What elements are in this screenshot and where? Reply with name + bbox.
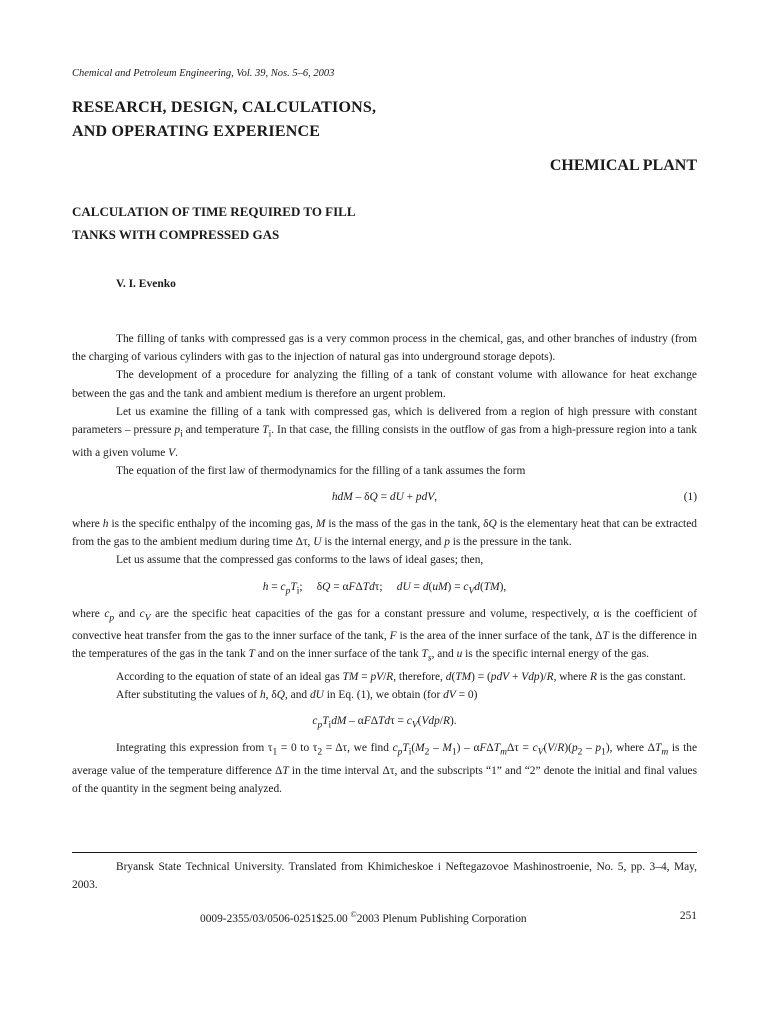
equation-2-body: $h = c_pT_i$; δQ = αFΔTdτ; dU = $d(uM) = c_Vd(TM)$, (262, 580, 507, 596)
rubric-heading: CHEMICAL PLANT (549, 157, 697, 174)
article-title-line-1: CALCULATION OF TIME REQUIRED TO FILL (72, 204, 356, 219)
paragraph-8: According to the equation of state of an ideal gas TM = pV/R, therefore, d(TM) = (pdV + Vdp)/R, where R is the gas constant. (116, 670, 686, 683)
article-body (72, 330, 697, 798)
footnote-divider (72, 852, 697, 853)
section-heading-line-2: AND OPERATING EXPERIENCE (72, 123, 321, 140)
section-heading-line-1: RESEARCH, DESIGN, CALCULATIONS, (72, 99, 377, 116)
paragraph-9: After substituting the values of h, δQ, and dU in Eq. (1), we obtain (for dV = 0) (116, 688, 478, 701)
paragraph-6: Let us assume that the compressed gas conforms to the laws of ideal gases; then, (116, 554, 484, 567)
journal-citation: Chemical and Petroleum Engineering, Vol. 39, Nos. 5–6, 2003 (72, 68, 335, 79)
equation-3-body: $c_pT_idM - \alpha F\Delta Td\tau = c_V(Vdp/R)$. (312, 715, 457, 731)
copyright-line (200, 910, 527, 925)
equation-2 (72, 578, 697, 596)
equation-3 (72, 712, 697, 730)
equation-1-number: (1) (683, 490, 697, 503)
affiliation-footnote: Bryansk State Technical University. Translated from Khimicheskoe i Neftegazovoe Mashinostroenie, No. 5, pp. 3–4, May, 2003. (72, 861, 697, 892)
author-name: V. I. Evenko (116, 278, 176, 290)
issn-price: 0009-2355/03/0506-0251$25.00 (200, 912, 348, 925)
page-number: 251 (679, 910, 697, 922)
paragraph-3: Let us examine the filling of a tank with compressed gas, which is delivered from a region of high pressure with constant parameters – pressure $p_i$ and temperature $T_i$. In that case, the filling consists in the outflow of gas from a high-pressure region into a tank with a given volume V. (72, 405, 697, 459)
copyright-symbol: © (350, 910, 357, 919)
article-title-line-2: TANKS WITH COMPRESSED GAS (72, 227, 280, 242)
equation-1-body: hdM – δQ = dU + pdV, (331, 490, 438, 503)
publisher: 2003 Plenum Publishing Corporation (356, 912, 527, 925)
paragraph-2: The development of a procedure for analyzing the filling of a tank of constant volume with allowance for heat exchange between the gas and the tank and ambient medium is therefore an urgent problem. (72, 369, 697, 400)
paragraph-4: The equation of the first law of thermodynamics for the filling of a tank assumes the form (116, 464, 526, 477)
section-heading (72, 96, 376, 144)
equation-1 (72, 488, 697, 506)
paragraph-7: where $c_p$ and $c_V$ are the specific heat capacities of the gas for a constant pressure and volume, respectively, α is the coefficient of convective heat transfer from the gas to the inner surface of the tank, F is the area of the inner surface of the tank, ΔT is the difference in the temperatures of the gas in the tank T and on the inner surface of the tank $T_s$, and u is the specific internal energy of the gas. (72, 607, 697, 664)
paragraph-5: where h is the specific enthalpy of the incoming gas, M is the mass of the gas in the tank, δQ is the elementary heat that can be extracted from the gas to the ambient medium during time Δτ, U is the internal energy, and p is the pressure in the tank. (72, 517, 697, 549)
paragraph-10: Integrating this expression from $\tau_1 = 0$ to $\tau_2 = \Delta\tau$, we find $c_pT_i(M_2 - M_1) - \alpha F\Delta T_m\Delta\tau = c_V(V/R)(p_2 - p_1)$, where $\Delta T_m$ is the average value of the temperature difference ΔT in the time interval Δτ, and the subscripts “1” and “2” denote the initial and final values of the quantity in the segment being analyzed. (72, 742, 698, 795)
paragraph-1: The filling of tanks with compressed gas is a very common process in the chemical, gas, and other branches of industry (from the charging of various cylinders with gas to the injection of natural gas into underground storage depots). (72, 333, 697, 364)
article-title (72, 200, 356, 246)
